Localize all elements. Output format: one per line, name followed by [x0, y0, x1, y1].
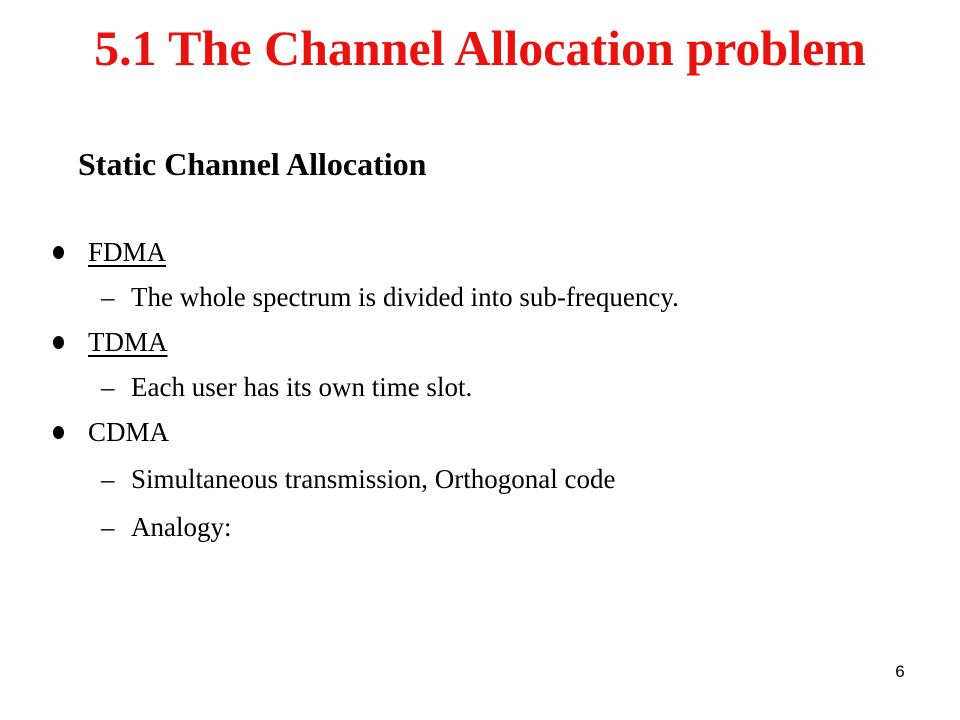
dash-marker: – — [101, 282, 115, 312]
sub-item-text: Analogy: — [131, 512, 232, 542]
bullet-label-cdma: CDMA — [88, 417, 170, 447]
bullet-dot-icon — [53, 246, 64, 259]
bullet-dot-icon — [53, 426, 64, 439]
dash-marker: – — [101, 512, 115, 542]
slide-title: 5.1 The Channel Allocation problem — [94, 20, 866, 76]
dash-marker: – — [101, 464, 115, 494]
sub-item-text: The whole spectrum is divided into sub-frequency. — [131, 282, 679, 312]
dash-marker: – — [101, 372, 115, 402]
bullet-label-tdma: TDMA — [88, 327, 168, 357]
sub-item-text: Simultaneous transmission, Orthogonal code — [131, 464, 616, 494]
sub-item-text: Each user has its own time slot. — [131, 372, 473, 402]
page-number: 6 — [895, 662, 905, 681]
section-subtitle: Static Channel Allocation — [78, 146, 427, 182]
bullet-dot-icon — [53, 336, 64, 349]
bullet-label-fdma: FDMA — [88, 237, 167, 267]
